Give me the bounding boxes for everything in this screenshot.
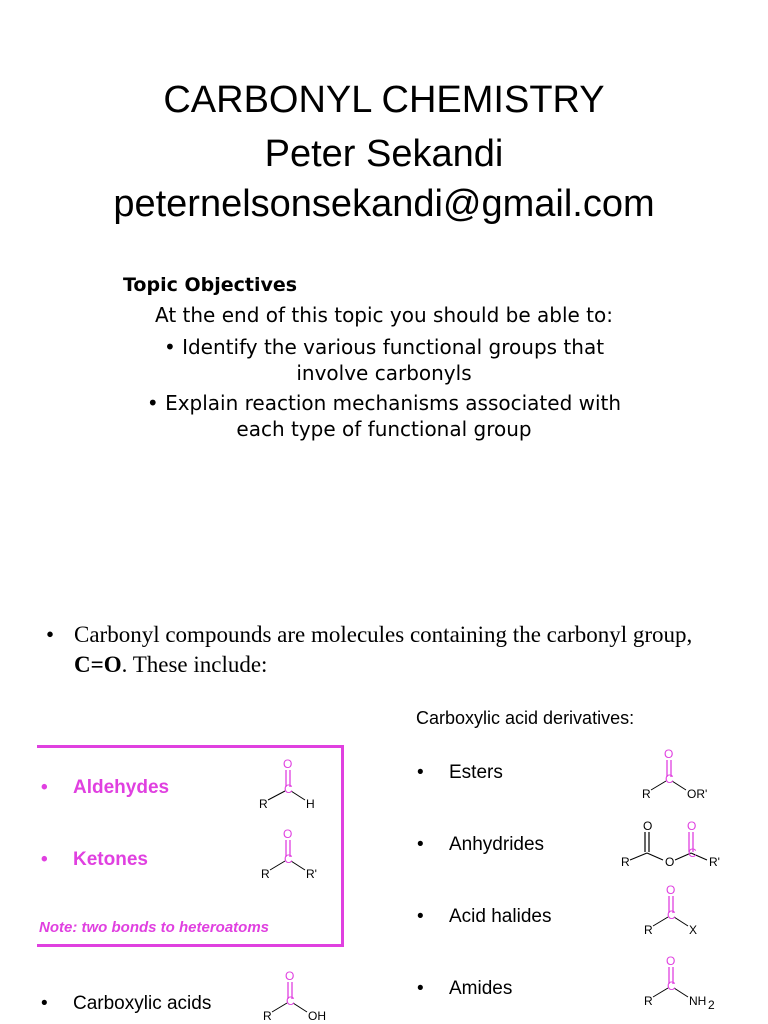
svg-text:R: R	[263, 1009, 272, 1023]
group-label: Ketones	[73, 849, 148, 870]
heteroatom-note: Note: two bonds to heteroatoms	[39, 919, 269, 936]
objectives-intro: At the end of this topic you should be able to:	[155, 303, 613, 327]
ester-structure	[638, 748, 728, 802]
svg-text:O: O	[666, 954, 676, 968]
objective-bullet: • Explain reaction mechanisms associated with each type of functional group	[146, 391, 622, 441]
svg-text:C: C	[688, 846, 697, 860]
carbonyl-formula: C=O	[74, 652, 122, 677]
svg-text:R': R'	[306, 867, 317, 881]
svg-text:H: H	[306, 797, 315, 811]
svg-text:2: 2	[708, 998, 715, 1012]
svg-text:C: C	[667, 979, 676, 993]
group-label: Aldehydes	[73, 777, 170, 798]
svg-text:X: X	[689, 923, 698, 937]
intro-text: Carbonyl compounds are molecules containing the carbonyl group, C=O. These include:	[74, 622, 693, 677]
svg-text:O: O	[283, 757, 293, 771]
group-label: Carboxylic acids	[73, 993, 212, 1014]
author-name: Peter Sekandi	[264, 133, 504, 175]
anhydride-structure	[617, 820, 737, 872]
svg-text:R: R	[644, 994, 653, 1008]
objectives-heading: Topic Objectives	[123, 274, 298, 296]
svg-text:O: O	[687, 819, 697, 833]
amide-structure	[640, 955, 730, 1011]
svg-text:NH: NH	[689, 994, 707, 1008]
svg-text:C: C	[667, 908, 676, 922]
svg-text:R: R	[642, 787, 651, 801]
group-label: Anhydrides	[449, 834, 545, 855]
svg-text:C: C	[284, 782, 293, 796]
ketone-structure	[257, 827, 327, 881]
svg-text:O: O	[665, 855, 675, 869]
acid-halide-structure	[640, 884, 720, 938]
group-label: Esters	[449, 762, 503, 783]
aldehyde-structure	[255, 757, 325, 811]
carbonyl-intro	[46, 620, 726, 680]
svg-text:O: O	[285, 969, 295, 983]
svg-text:R: R	[621, 855, 630, 869]
svg-text:R': R'	[709, 855, 720, 869]
objective-bullet: • Identify the various functional groups that involve carbonyls	[163, 335, 605, 385]
svg-text:OH: OH	[308, 1009, 326, 1023]
svg-text:R: R	[259, 797, 268, 811]
group-label: Acid halides	[449, 906, 552, 927]
svg-text:C: C	[665, 772, 674, 786]
derivatives-heading: Carboxylic acid derivatives:	[416, 708, 635, 728]
svg-text:C: C	[286, 994, 295, 1008]
svg-text:R: R	[261, 867, 270, 881]
carboxylic-acid-structure	[259, 970, 339, 1022]
svg-text:OR': OR'	[687, 787, 708, 801]
svg-text:O: O	[666, 883, 676, 897]
svg-text:R: R	[644, 923, 653, 937]
slide-title: CARBONYL CHEMISTRY	[163, 79, 605, 121]
author-email: peternelsonsekandi@gmail.com	[113, 183, 655, 225]
group-label: Amides	[449, 978, 513, 999]
svg-text:O: O	[664, 747, 674, 761]
svg-text:C: C	[284, 852, 293, 866]
bullet-dot: •	[46, 622, 55, 647]
svg-text:O: O	[643, 819, 653, 833]
svg-text:O: O	[283, 827, 293, 841]
